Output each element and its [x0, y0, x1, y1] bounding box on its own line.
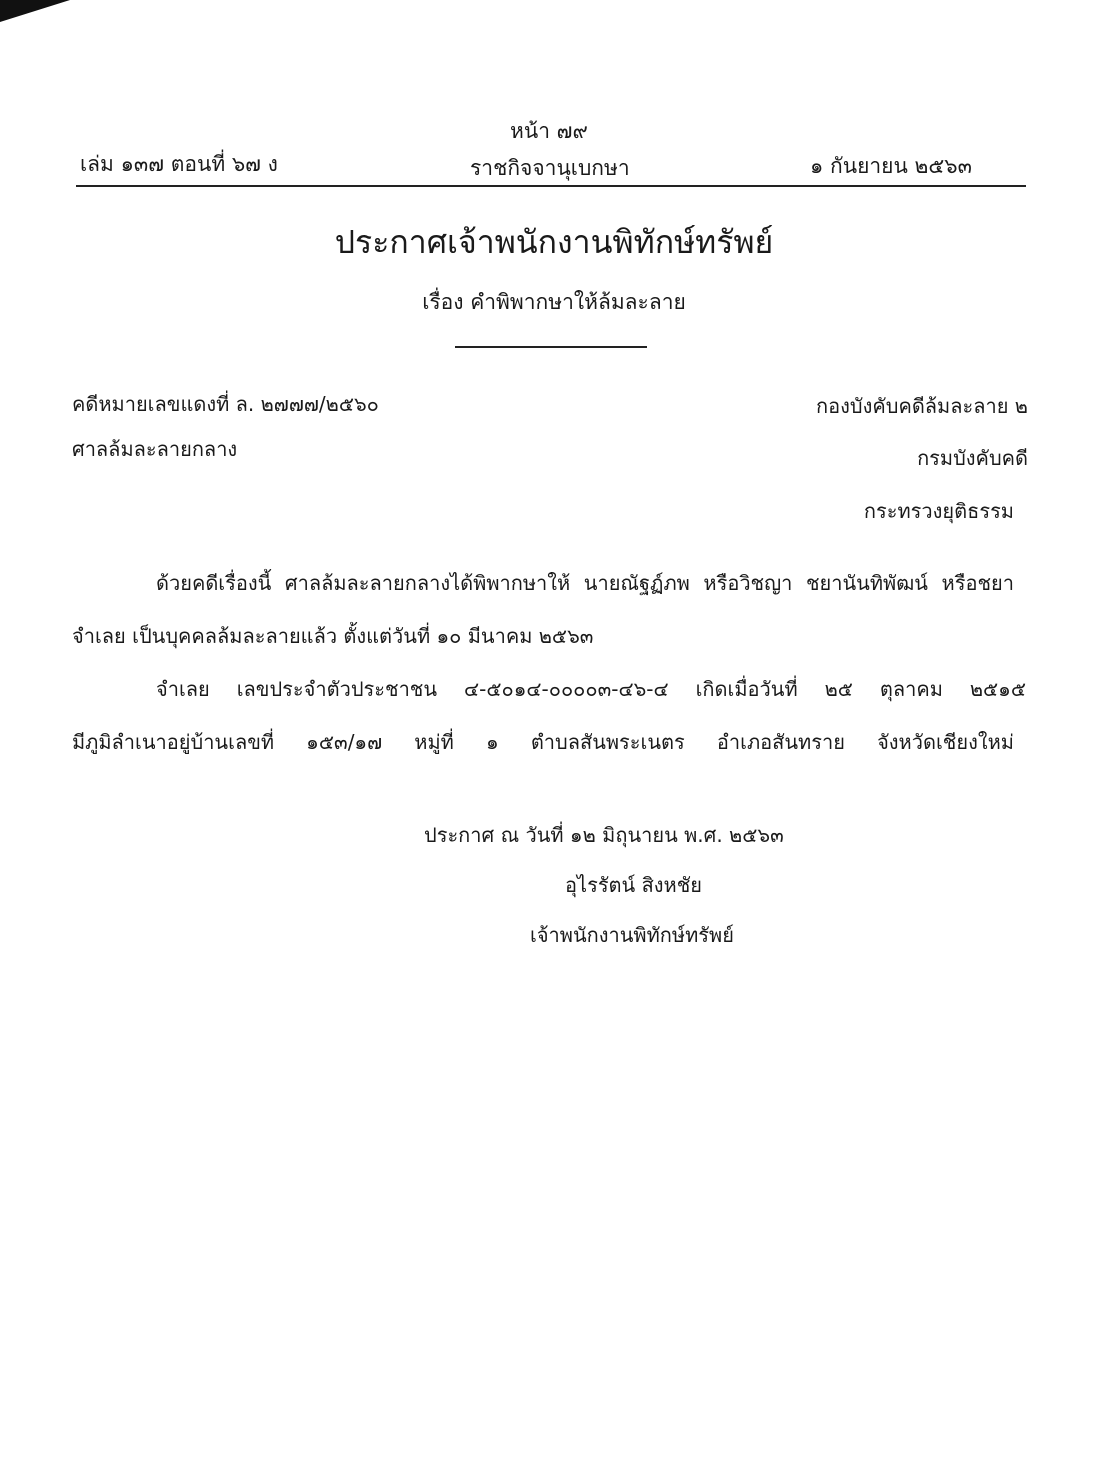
- signer-title: เจ้าพนักงานพิทักษ์ทรัพย์: [530, 923, 734, 947]
- signer-name: อุไรรัตน์ สิงหชัย: [565, 873, 703, 897]
- gazette-name: ราชกิจจานุเบกษา: [470, 156, 630, 180]
- announcement-subject: เรื่อง คำพิพากษาให้ล้มละลาย: [422, 290, 686, 314]
- scan-corner-mark: [0, 0, 70, 22]
- header-divider: [76, 185, 1026, 187]
- page-number: หน้า ๗๙: [510, 119, 588, 143]
- office-ministry: กระทรวงยุติธรรม: [863, 499, 1014, 523]
- paragraph-1-line-1: ด้วยคดีเรื่องนี้ ศาลล้มละลายกลางได้พิพากษาให้ นายณัฐฏ์ภพ หรือวิชญา ชยานันทิพัฒน์ หรือชยา: [156, 571, 1014, 595]
- paragraph-1-line-2: จำเลย เป็นบุคคลล้มละลายแล้ว ตั้งแต่วันที่ ๑๐ มีนาคม ๒๕๖๓: [72, 624, 594, 648]
- gazette-date: ๑ กันยายน ๒๕๖๓: [810, 154, 972, 178]
- office-division: กองบังคับคดีล้มละลาย ๒: [816, 394, 1028, 418]
- paragraph-2-line-2: มีภูมิลำเนาอยู่บ้านเลขที่ ๑๕๓/๑๗ หมู่ที่ ๑ ตำบลสันพระเนตร อำเภอสันทราย จังหวัดเชียงใหม่: [72, 730, 1014, 754]
- case-number: คดีหมายเลขแดงที่ ล. ๒๗๗๗/๒๕๖๐: [72, 392, 379, 416]
- announcement-title: ประกาศเจ้าพนักงานพิทักษ์ทรัพย์: [334, 223, 774, 261]
- announced-date: ประกาศ ณ วันที่ ๑๒ มิถุนายน พ.ศ. ๒๕๖๓: [424, 823, 784, 847]
- gazette-volume: เล่ม ๑๓๗ ตอนที่ ๖๗ ง: [80, 152, 278, 176]
- title-divider: [455, 346, 647, 348]
- office-department: กรมบังคับคดี: [917, 446, 1028, 470]
- paragraph-2-line-1: จำเลย เลขประจำตัวประชาชน ๔-๕๐๑๔-๐๐๐๐๓-๔๖-๔ เกิดเมื่อวันที่ ๒๕ ตุลาคม ๒๕๑๕: [156, 677, 1026, 701]
- court-name: ศาลล้มละลายกลาง: [72, 437, 238, 461]
